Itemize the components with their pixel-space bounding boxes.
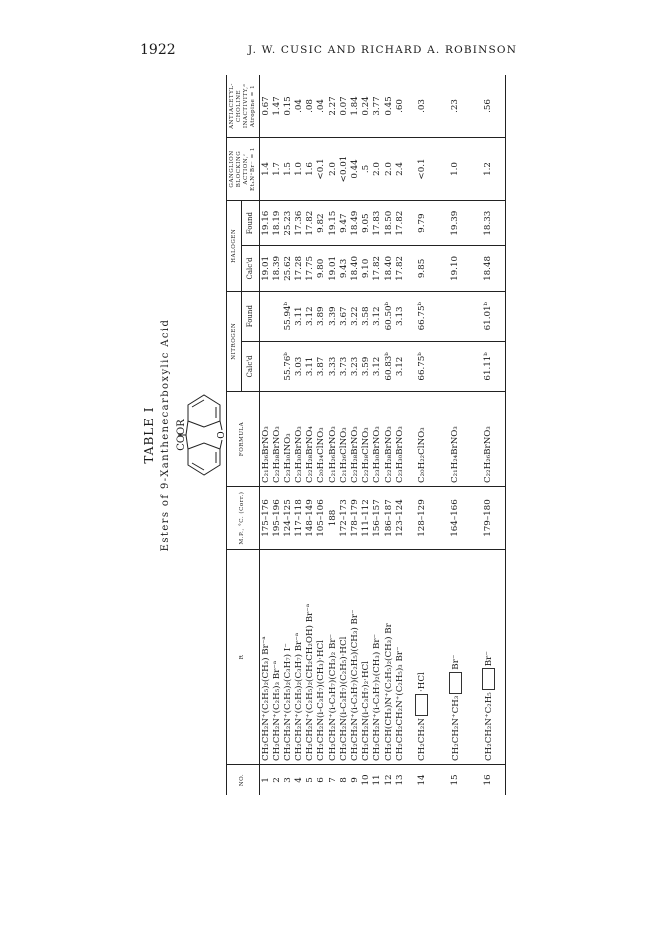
cell-x-found: 19.15: [327, 201, 338, 246]
table-row: [338, 75, 349, 795]
page-number: 1922: [140, 42, 176, 58]
cell-x-found: 17.36: [294, 201, 305, 246]
cell-mp: 164–166: [439, 487, 472, 550]
cell-anti: 0.67: [259, 75, 271, 138]
cell-n-found: 55.94ᵇ: [282, 291, 293, 341]
cell-gang: <0.1: [316, 138, 327, 201]
cell-n-found: 60.50ᵇ: [383, 291, 394, 341]
cell-n-found: 3.89: [316, 291, 327, 341]
cell-mp: 188: [327, 487, 338, 550]
col-n-found: Found: [242, 291, 260, 341]
cell-r: CH₂CH₂N⁺(C₂H₅)₂(C₃H₇) I⁻: [282, 550, 293, 765]
cell-r: [405, 550, 438, 765]
cell-mp: 178–179: [349, 487, 360, 550]
rotated-table-block: [140, 75, 535, 795]
cell-no: 14: [416, 774, 427, 786]
col-x-found: Found: [242, 201, 260, 246]
cell-formula: C₂₂H₂₈ClNO₃: [361, 392, 372, 487]
cell-n-found: [259, 291, 271, 341]
cell-no: 6: [316, 777, 327, 783]
cell-anti: .60: [394, 75, 405, 138]
ring-icon: [482, 668, 495, 690]
cell-r: CH₂CH₂N⁺(C₂H₅)₂(C₃H₇) Br⁻ᵃ: [294, 550, 305, 765]
cell-mp: 148–149: [305, 487, 316, 550]
cell-gang: <0.1: [405, 138, 438, 201]
cell-x-found: 19.16: [259, 201, 271, 246]
ring-icon: [415, 694, 428, 716]
cell-gang: .5: [361, 138, 372, 201]
cell-x-found: 19.39: [439, 201, 472, 246]
cell-n-calc: [259, 341, 271, 391]
r-suffix: ·HCl: [417, 672, 428, 692]
cell-x-calc: 18.48: [472, 246, 506, 291]
cell-anti: 0.24: [361, 75, 372, 138]
cell-formula: C₂₂H₂₈BrNO₃: [349, 392, 360, 487]
cell-no: 3: [282, 777, 293, 783]
cell-gang: <0.01: [338, 138, 349, 201]
cell-gang: 2.0: [372, 138, 383, 201]
cell-n-calc: 3.73: [338, 341, 349, 391]
cell-x-calc: 18.40: [349, 246, 360, 291]
cell-formula: C₂₁H₂₆BrNO₃: [327, 392, 338, 487]
cell-x-calc: 17.28: [294, 246, 305, 291]
table-title: TABLE I: [142, 406, 156, 464]
col-nitrogen: NITROGEN: [227, 291, 242, 391]
cell-formula: C₂₁H₂₆BrNO₃: [259, 392, 271, 487]
cell-x-calc: 18.39: [271, 246, 282, 291]
col-halogen: HALOGEN: [227, 201, 242, 292]
cell-anti: 0.15: [282, 75, 293, 138]
cell-r: CH₂CH₂N(i-C₃H₇)₂·HCl: [361, 550, 372, 765]
cell-no: 7: [327, 777, 338, 783]
cell-x-calc: 19.10: [439, 246, 472, 291]
cell-n-calc: [271, 341, 282, 391]
cell-x-found: 18.50: [383, 201, 394, 246]
cell-n-calc: 3.23: [349, 341, 360, 391]
cell-gang: 2.4: [394, 138, 405, 201]
table-row: [271, 75, 282, 795]
cell-no: 13: [394, 774, 405, 786]
cell-n-found: 3.11: [294, 291, 305, 341]
cell-x-found: 17.82: [305, 201, 316, 246]
running-title: J. W. CUSIC AND RICHARD A. ROBINSON: [248, 44, 518, 56]
cell-n-found: [439, 291, 472, 341]
cell-n-found: [271, 291, 282, 341]
cell-r: CH₂CH₂N⁺(C₂H₅)₂(CH₂CH₂OH) Br⁻ᵃ: [305, 550, 316, 765]
col-n-calc: Calc'd: [242, 341, 260, 391]
cell-x-found: 18.33: [472, 201, 506, 246]
cell-x-found: 18.49: [349, 201, 360, 246]
cell-r: [472, 550, 506, 765]
cell-x-calc: 9.43: [338, 246, 349, 291]
cell-x-calc: 17.75: [305, 246, 316, 291]
cell-n-found: 3.58: [361, 291, 372, 341]
cell-r: CH₂CH₂N⁺(i-C₃H₇)₂(CH₃) Br⁻: [372, 550, 383, 765]
cell-x-calc: 9.80: [316, 246, 327, 291]
table-row: [394, 75, 405, 795]
cell-x-calc: 17.82: [372, 246, 383, 291]
cell-mp: 172–173: [338, 487, 349, 550]
table-row: [405, 75, 438, 795]
cell-n-found: 61.01ᵇ: [472, 291, 506, 341]
cell-r: CH₂CH₂CH₂N⁺(C₂H₅)₃ Br⁻: [394, 550, 405, 765]
cell-mp: 175–176: [259, 487, 271, 550]
cell-gang: 1.6: [305, 138, 316, 201]
col-x-calc: Calc'd: [242, 246, 260, 291]
cell-no: 2: [271, 777, 282, 783]
cell-x-calc: 9.10: [361, 246, 372, 291]
cell-formula: C₂₀H₂₄ClNO₃: [316, 392, 327, 487]
r-base: CH₂CH₂N⁺CH₃: [450, 695, 461, 761]
cell-mp: 128–129: [405, 487, 438, 550]
cell-r: CH₂CH₂N(i-C₃H₇)(CH₃)·HCl: [316, 550, 327, 765]
structure-oxygen: O: [217, 431, 227, 439]
cell-n-calc: 61.11ᵇ: [472, 341, 506, 391]
cell-r: CH₂CH₂N(i-C₃H₇)(C₂H₅)·HCl: [338, 550, 349, 765]
cell-n-found: 66.75ᵇ: [405, 291, 438, 341]
r-base: CH₂CH₂N: [417, 717, 428, 761]
table-body: [259, 75, 505, 795]
cell-anti: 0.45: [383, 75, 394, 138]
col-ganglion: GANGLION BLOCKING ACTION,ᶜ Et₄N⁺Br⁻ = 1: [227, 138, 260, 201]
cell-no: 5: [305, 777, 316, 783]
cell-anti: .08: [305, 75, 316, 138]
col-mp: M.P., °C. (Corr.): [227, 487, 260, 550]
r-base: CH₂CH₂N⁺C₂H₅: [483, 692, 494, 761]
cell-formula: C₂₂H₂₆BrNO₃: [472, 392, 506, 487]
table-row: [472, 75, 506, 795]
r-suffix: Br⁻: [483, 651, 494, 667]
cell-gang: 2.0: [327, 138, 338, 201]
table-row: [361, 75, 372, 795]
cell-x-found: 18.19: [271, 201, 282, 246]
cell-mp: 123–124: [394, 487, 405, 550]
cell-n-calc: 3.87: [316, 341, 327, 391]
cell-no: 11: [372, 774, 383, 786]
col-formula: FORMULA: [227, 392, 260, 487]
table-row: [439, 75, 472, 795]
col-antiach: ANTIACETYL-CHOLINE INACTIVITY,ᵈ Atropine = 1: [227, 75, 260, 138]
cell-gang: 1.0: [439, 138, 472, 201]
cell-x-found: 17.82: [394, 201, 405, 246]
cell-formula: C₂₃H₃₀INO₃: [282, 392, 293, 487]
cell-x-calc: 17.82: [394, 246, 405, 291]
ring-icon: [449, 672, 462, 694]
structure-label: COOR: [176, 419, 187, 451]
cell-r: CH₂CH₂N⁺(C₂H₅)₂(CH₃) Br⁻ᵃ: [259, 550, 271, 765]
cell-x-calc: 25.62: [282, 246, 293, 291]
cell-formula: C₂₁H₂₄BrNO₃: [439, 392, 472, 487]
cell-gang: 1.7: [271, 138, 282, 201]
cell-gang: 1.4: [259, 138, 271, 201]
cell-n-calc: [439, 341, 472, 391]
cell-r: CH₂CH(CH₃)N⁺(C₂H₅)₂(CH₃) Br: [383, 550, 394, 765]
cell-formula: C₂₂H₂₈BrNO₃: [271, 392, 282, 487]
cell-no: 16: [472, 765, 506, 796]
cell-x-found: 9.82: [316, 201, 327, 246]
cell-anti: 2.27: [327, 75, 338, 138]
table-row: [282, 75, 293, 795]
page-header: [0, 42, 668, 62]
cell-mp: 156–157: [372, 487, 383, 550]
cell-anti: .56: [472, 75, 506, 138]
cell-n-calc: 3.03: [294, 341, 305, 391]
esters-table: [226, 75, 506, 795]
cell-mp: 195–196: [271, 487, 282, 550]
table-subtitle: Esters of 9-Xanthenecarboxylic Acid: [160, 318, 171, 552]
cell-mp: 124–125: [282, 487, 293, 550]
cell-formula: C₂₁H₂₆ClNO₃: [338, 392, 349, 487]
cell-anti: 0.07: [338, 75, 349, 138]
cell-n-found: 3.67: [338, 291, 349, 341]
cell-x-calc: 19.01: [259, 246, 271, 291]
table-row: [327, 75, 338, 795]
cell-r: CH₂CH₂N⁺(i-C₃H₇)(C₂H₅)(CH₃) Br⁻: [349, 550, 360, 765]
cell-r: [439, 550, 472, 765]
table-row: [294, 75, 305, 795]
col-r: R: [227, 550, 260, 765]
cell-n-found: 3.12: [305, 291, 316, 341]
cell-anti: .03: [405, 75, 438, 138]
cell-gang: 0.44: [349, 138, 360, 201]
cell-x-found: 17.83: [372, 201, 383, 246]
table-row: [305, 75, 316, 795]
cell-mp: 111–112: [361, 487, 372, 550]
table-row: [316, 75, 327, 795]
xanthene-structure-icon: [184, 387, 227, 483]
cell-anti: 1.84: [349, 75, 360, 138]
cell-x-calc: 19.01: [327, 246, 338, 291]
cell-formula: C₂₂H₂₈BrNO₃: [383, 392, 394, 487]
cell-n-calc: 55.76ᵇ: [282, 341, 293, 391]
cell-n-found: 3.39: [327, 291, 338, 341]
cell-n-calc: 3.12: [372, 341, 383, 391]
cell-no: 9: [350, 777, 361, 783]
cell-formula: C₂₃H₃₀BrNO₃: [372, 392, 383, 487]
cell-anti: .04: [294, 75, 305, 138]
cell-n-calc: 3.11: [305, 341, 316, 391]
cell-n-calc: 66.75ᵇ: [405, 341, 438, 391]
cell-gang: 1.5: [282, 138, 293, 201]
table-row: [349, 75, 360, 795]
cell-gang: 1.2: [472, 138, 506, 201]
cell-formula: C₂₃H₃₀BrNO₃: [394, 392, 405, 487]
table-row: [372, 75, 383, 795]
cell-formula: C₂₀H₂₂ClNO₃: [405, 392, 438, 487]
table-row: [259, 75, 271, 795]
cell-gang: 2.0: [383, 138, 394, 201]
cell-n-found: 3.12: [372, 291, 383, 341]
cell-n-calc: 3.33: [327, 341, 338, 391]
cell-no: 4: [294, 777, 305, 783]
table-row: [383, 75, 394, 795]
cell-n-calc: 3.12: [394, 341, 405, 391]
cell-mp: 117–118: [294, 487, 305, 550]
cell-n-calc: 60.83ᵇ: [383, 341, 394, 391]
cell-r: CH₂CH₂N⁺(C₂H₅)₃ Br⁻ᵃ: [271, 550, 282, 765]
cell-anti: .04: [316, 75, 327, 138]
cell-x-found: 9.05: [361, 201, 372, 246]
cell-anti: .23: [439, 75, 472, 138]
cell-no: 1: [260, 777, 271, 783]
cell-no: 8: [338, 777, 349, 783]
cell-mp: 186–187: [383, 487, 394, 550]
cell-mp: 105–106: [316, 487, 327, 550]
cell-no: 12: [383, 774, 394, 786]
cell-n-calc: 3.59: [361, 341, 372, 391]
cell-formula: C₂₃H₃₀BrNO₃: [294, 392, 305, 487]
cell-x-calc: 18.40: [383, 246, 394, 291]
cell-r: CH₂CH₂N⁺(i-C₃H₇)(CH₃)₂ Br⁻: [327, 550, 338, 765]
r-suffix: Br⁻: [450, 654, 461, 670]
cell-n-found: 3.22: [349, 291, 360, 341]
cell-anti: 1.47: [271, 75, 282, 138]
cell-mp: 179–180: [472, 487, 506, 550]
cell-anti: 3.77: [372, 75, 383, 138]
cell-x-found: 9.79: [405, 201, 438, 246]
cell-x-found: 25.23: [282, 201, 293, 246]
cell-x-calc: 9.85: [405, 246, 438, 291]
cell-no: 10: [361, 774, 372, 786]
cell-formula: C₂₂H₂₈BrNO₄: [305, 392, 316, 487]
cell-no: 15: [450, 774, 461, 786]
cell-n-found: 3.13: [394, 291, 405, 341]
cell-gang: 1.0: [294, 138, 305, 201]
col-no: NO.: [227, 765, 260, 796]
cell-x-found: 9.47: [338, 201, 349, 246]
